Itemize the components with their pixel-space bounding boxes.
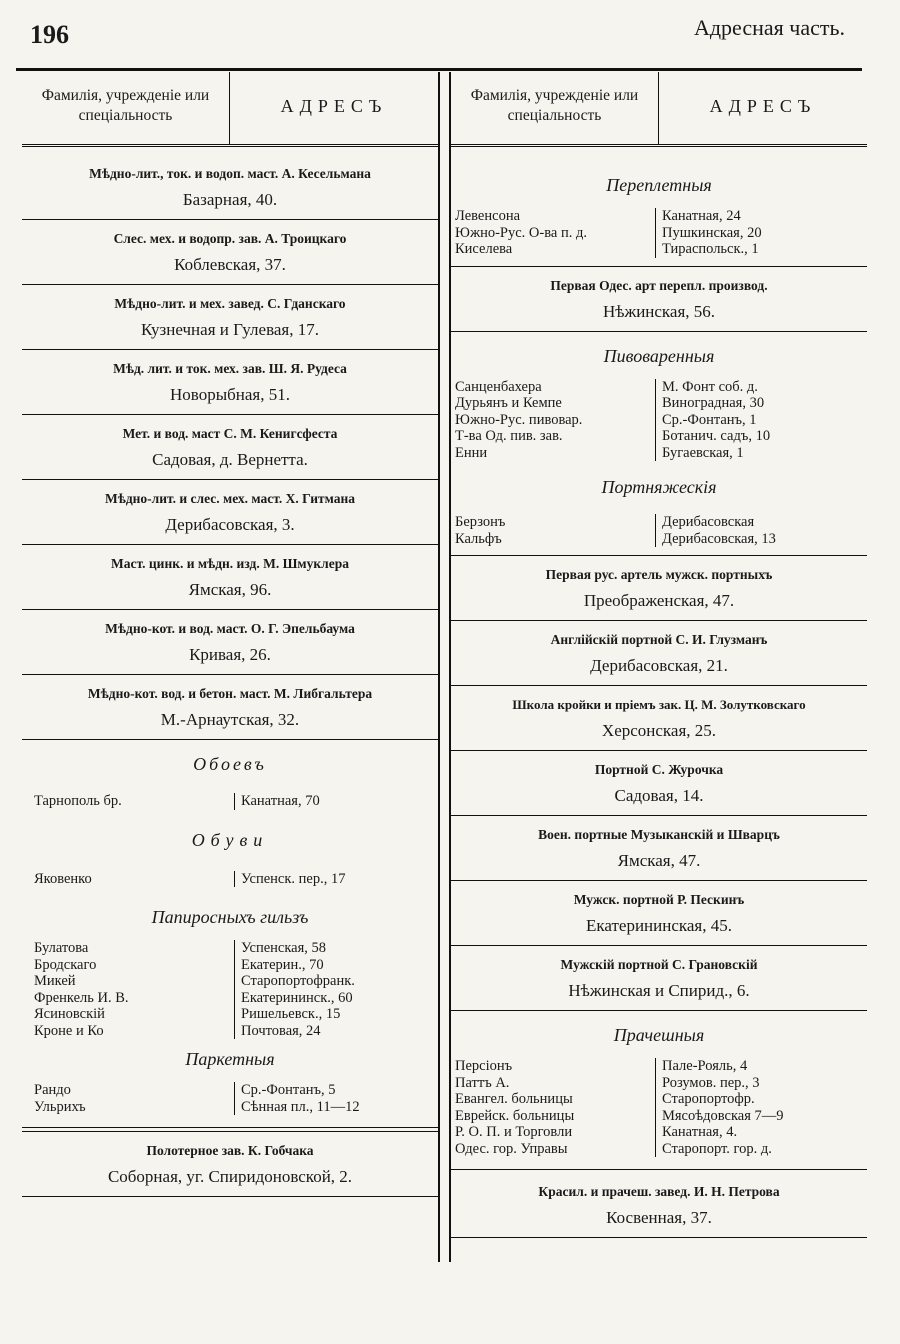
list-name: Кальфъ (455, 530, 502, 547)
section-title: Обоевъ (193, 754, 267, 774)
list-address: Дерибасовская, 13 (662, 530, 776, 547)
section-title: Портняжескія (601, 477, 717, 497)
directory-entry (22, 285, 438, 350)
entry-address: Херсонская, 25. (601, 721, 717, 740)
list-address: Розумов. пер., 3 (662, 1074, 760, 1091)
list-address: Ср.-Фонтанъ, 1 (662, 411, 757, 428)
list-address: Виноградная, 30 (662, 395, 765, 411)
list-name: Яковенко (34, 870, 92, 887)
section-list (451, 1054, 867, 1170)
list-name: Санценбахера (455, 378, 542, 395)
section-list (22, 783, 438, 822)
section-list (451, 375, 867, 470)
list-name: Р. О. П. и Торговли (455, 1124, 573, 1140)
section-list (451, 506, 867, 556)
list-name: Рандо (34, 1082, 71, 1098)
directory-entry (451, 946, 867, 1011)
list-address: Старопортофранк. (241, 973, 355, 989)
directory-entry (451, 816, 867, 881)
section-title: Паркетныя (185, 1049, 275, 1069)
entry-address: Екатерининская, 45. (585, 916, 733, 935)
entry-name: Мѣдно-лит., ток. и водоп. маст. А. Кесельмана (89, 166, 371, 181)
entry-address: Ямская, 47. (617, 851, 701, 870)
list-name: Т-ва Од. пив. зав. (455, 428, 563, 444)
entry-name: Первая рус. артель мужск. портныхъ (545, 567, 773, 582)
header-name-column: Фамилія, учрежденіе или спеціальность (22, 72, 230, 144)
list-name: Южно-Рус. пивовар. (455, 411, 583, 428)
entry-name: Мѣд. лит. и ток. мех. зав. Ш. Я. Рудеса (113, 361, 347, 376)
list-name: Одес. гор. Управы (455, 1140, 568, 1157)
directory-entry (22, 480, 438, 545)
section-list (22, 859, 438, 900)
directory-entry (22, 350, 438, 415)
directory-entry (451, 751, 867, 816)
list-name: Бродскаго (34, 956, 97, 973)
directory-entry (22, 1131, 438, 1197)
list-address: Тираспольск., 1 (662, 241, 759, 257)
list-name: Южно-Рус. О-ва п. д. (455, 224, 587, 241)
section-title: Папиросныхъ гильзъ (151, 907, 309, 927)
entry-address: Базарная, 40. (182, 190, 278, 209)
entry-name: Мет. и вод. маст С. М. Кенигсфеста (122, 426, 338, 441)
list-name: Микей (34, 973, 76, 989)
list-name: Ясиновскій (34, 1006, 105, 1022)
entry-name: Мужск. портной Р. Пескинъ (573, 892, 745, 907)
list-name: Паттъ А. (455, 1074, 510, 1091)
entry-address: М.-Арнаутская, 32. (160, 710, 300, 729)
directory-entry (451, 556, 867, 621)
list-address: Ботанич. садъ, 10 (662, 428, 771, 444)
list-name: Кроне и Ко (34, 1022, 104, 1039)
table-header (22, 72, 438, 147)
directory-entry (451, 267, 867, 332)
section-title: Переплетныя (606, 175, 712, 195)
directory-entry (22, 415, 438, 480)
entry-address: Коблевская, 37. (174, 255, 286, 274)
entry-address: Ямская, 96. (188, 580, 272, 599)
entry-address: Нѣжинская, 56. (602, 301, 716, 321)
entry-name: Портной С. Журочка (594, 762, 724, 777)
section-title: Пивоваренныя (603, 345, 715, 366)
list-address: Успенская, 58 (241, 940, 327, 956)
list-name: Берзонъ (455, 514, 506, 530)
entry-name: Маст. цинк. и мѣдн. изд. М. Шмуклера (111, 556, 349, 571)
list-name: Киселева (455, 241, 513, 257)
list-name: Тарнополь бр. (34, 793, 122, 809)
list-name: Еврейск. больницы (455, 1107, 575, 1124)
list-address: Екатерининск., 60 (241, 989, 353, 1006)
entry-address: Кривая, 26. (189, 645, 271, 664)
header-address-column: АДРЕСЪ (280, 96, 388, 116)
entry-address: Садовая, д. Вернетта. (152, 450, 308, 469)
section-title: Обуви (191, 829, 269, 850)
list-address: Пале-Рояль, 4 (662, 1058, 748, 1074)
directory-entry (451, 621, 867, 686)
list-address: Старопорт. гор. д. (662, 1140, 772, 1157)
list-address: Пушкинская, 20 (662, 224, 762, 241)
list-address: Канатная, 70 (241, 793, 320, 809)
list-address: Ришельевск., 15 (241, 1006, 341, 1022)
entry-name: Мѣдно-кот. вод. и бетон. маст. М. Либгальтера (87, 686, 373, 701)
list-name: Енни (455, 444, 488, 461)
entry-address: Садовая, 14. (614, 786, 704, 805)
list-address: Екатерин., 70 (241, 956, 324, 973)
directory-entry (451, 881, 867, 946)
running-title: Адресная часть. (693, 15, 845, 40)
left-column (22, 72, 440, 1262)
entry-name: Полотерное зав. К. Гобчака (146, 1143, 314, 1158)
list-address: Бугаевская, 1 (662, 444, 744, 461)
header-name-column: Фамилія, учрежденіе или спеціальность (451, 72, 659, 144)
entry-name: Школа кройки и пріемъ зак. Ц. М. Золутковскаго (512, 697, 806, 712)
section-list (22, 936, 438, 1047)
section-list (451, 204, 867, 267)
directory-entry (22, 545, 438, 610)
list-address: Почтовая, 24 (241, 1022, 321, 1039)
entry-name: Мужскій портной С. Грановскій (560, 957, 758, 972)
directory-entry (451, 1173, 867, 1238)
directory-entry (22, 675, 438, 740)
directory-entry (22, 220, 438, 285)
entry-name: Слес. мех. и водопр. зав. А. Троицкаго (113, 231, 347, 246)
entry-address: Дерибасовская, 21. (590, 656, 728, 675)
section-list (22, 1078, 438, 1128)
entry-address: Соборная, уг. Спиридоновской, 2. (107, 1167, 353, 1186)
list-name: Евангел. больницы (455, 1091, 573, 1107)
list-name: Дурьянъ и Кемпе (455, 395, 562, 411)
list-name: Булатова (34, 940, 89, 956)
list-name: Левенсона (455, 208, 521, 224)
directory-entry (22, 155, 438, 220)
list-name: Френкель И. В. (34, 989, 129, 1006)
entry-address: Новорыбная, 51. (170, 385, 290, 404)
list-address: Мясоѣдовская 7—9 (662, 1107, 784, 1124)
entry-name: Мѣдно-лит. и мех. завед. С. Гданскаго (114, 296, 346, 311)
header-address-column: АДРЕСЪ (709, 96, 817, 116)
list-address: Канатная, 24 (662, 208, 741, 224)
list-address: Дерибасовская (662, 514, 755, 530)
page-number: 196 (30, 20, 69, 49)
list-address: Старопортофр. (662, 1091, 755, 1107)
list-name: Персіонъ (455, 1058, 513, 1074)
list-address: М. Фонт соб. д. (662, 378, 758, 395)
entry-name: Англійскій портной С. И. Глузманъ (550, 632, 768, 647)
entry-name: Первая Одес. арт перепл. производ. (550, 277, 768, 293)
list-address: Сѣнная пл., 11—12 (241, 1098, 360, 1115)
directory-entry (22, 610, 438, 675)
section-title: Прачешныя (613, 1025, 705, 1045)
entry-address: Нѣжинская и Спирид., 6. (568, 981, 750, 1000)
list-address: Канатная, 4. (662, 1124, 738, 1140)
directory-entry (451, 686, 867, 751)
list-name: Ульрихъ (34, 1098, 86, 1115)
entry-address: Дерибасовская, 3. (165, 515, 295, 534)
entry-name: Красил. и прачеш. завед. И. Н. Петрова (538, 1184, 780, 1199)
right-column (449, 72, 867, 1262)
list-address: Ср.-Фонтанъ, 5 (241, 1082, 336, 1098)
entry-name: Воен. портные Музыканскій и Шварцъ (538, 827, 780, 842)
entry-name: Мѣдно-лит. и слес. мех. маст. Х. Гитмана (104, 491, 356, 506)
list-address: Успенск. пер., 17 (241, 870, 346, 887)
entry-name: Мѣдно-кот. и вод. маст. О. Г. Эпельбаума (105, 621, 355, 636)
table-header (451, 72, 867, 147)
entry-address: Кузнечная и Гулевая, 17. (141, 320, 319, 339)
entry-address: Преображенская, 47. (583, 591, 735, 610)
entry-address: Косвенная, 37. (606, 1208, 712, 1227)
